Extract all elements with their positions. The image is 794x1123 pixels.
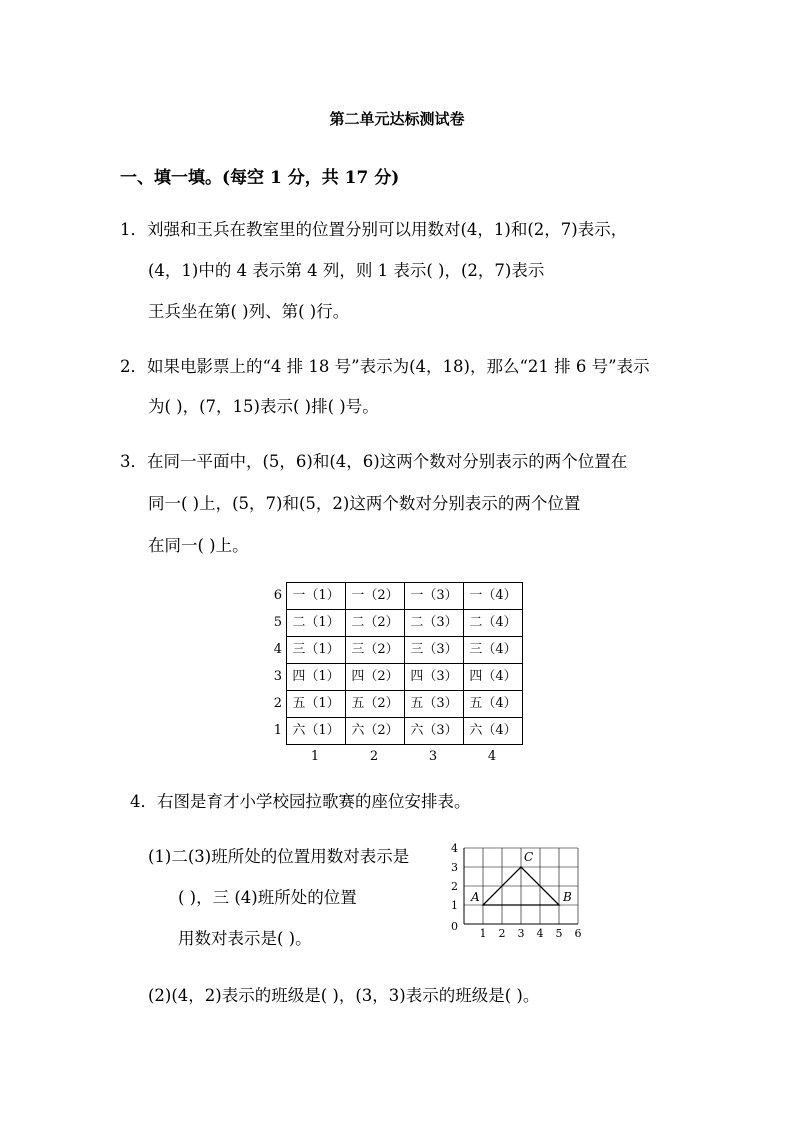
table-cell: 五（4） <box>464 691 523 718</box>
row-label: 6 <box>273 588 282 603</box>
q2-line2: 为( )，(7，15)表示( )排( )号。 <box>148 397 379 416</box>
table-cell: 二（2） <box>346 610 405 637</box>
page-title: 第二单元达标测试卷 <box>329 110 465 128</box>
row-label: 5 <box>273 615 282 630</box>
table-cell: 四（1） <box>287 664 346 691</box>
table-row <box>287 718 523 745</box>
x-tick-label: 3 <box>517 927 525 940</box>
y-tick-label: 3 <box>451 861 458 874</box>
table-cell: 四（3） <box>405 664 464 691</box>
q3-line3: 在同一( )上。 <box>148 536 249 555</box>
table-cell: 六（3） <box>405 718 464 745</box>
table-cell: 一（2） <box>346 583 405 610</box>
table-cell: 二（4） <box>464 610 523 637</box>
row-label: 2 <box>273 696 282 711</box>
q4-part1-line1: (1)二(3)班所处的位置用数对表示是 <box>148 847 410 866</box>
row-label: 1 <box>273 723 282 738</box>
table-cell: 三（4） <box>464 637 523 664</box>
table-row <box>287 583 523 610</box>
table-cell: 六（2） <box>346 718 405 745</box>
seat-table <box>286 582 523 745</box>
col-label: 2 <box>369 749 379 764</box>
col-label: 3 <box>428 749 438 764</box>
table-cell: 五（2） <box>346 691 405 718</box>
table-cell: 三（1） <box>287 637 346 664</box>
origin-label: 0 <box>451 920 458 933</box>
table-row <box>287 664 523 691</box>
x-tick-label: 6 <box>574 927 582 940</box>
q3-line2: 同一( )上，(5，7)和(5，2)这两个数对分别表示的两个位置 <box>148 494 581 513</box>
table-cell: 六（1） <box>287 718 346 745</box>
table-cell: 一（4） <box>464 583 523 610</box>
table-cell: 二（3） <box>405 610 464 637</box>
q1-line3: 王兵坐在第( )列、第( )行。 <box>148 302 350 321</box>
q1-line1: 1．刘强和王兵在教室里的位置分别可以用数对(4，1)和(2，7)表示， <box>120 220 628 239</box>
q4-part1-line3: 用数对表示是( )。 <box>178 929 312 948</box>
col-label: 1 <box>310 749 320 764</box>
table-cell: 五（1） <box>287 691 346 718</box>
q4-intro: 4．右图是育才小学校园拉歌赛的座位安排表。 <box>130 792 471 811</box>
q4-part1-line2: ( )，三 (4)班所处的位置 <box>178 888 357 907</box>
table-cell: 一（1） <box>287 583 346 610</box>
table-cell: 三（2） <box>346 637 405 664</box>
table-row <box>287 610 523 637</box>
y-tick-label: 1 <box>451 899 458 912</box>
table-cell: 四（4） <box>464 664 523 691</box>
vertex-label: A <box>471 890 480 904</box>
x-tick-label: 4 <box>536 927 544 940</box>
vertex-label: C <box>524 850 534 864</box>
x-tick-label: 2 <box>498 927 506 940</box>
row-label: 3 <box>273 669 282 684</box>
x-tick-label: 5 <box>555 927 563 940</box>
y-tick-label: 2 <box>451 880 458 893</box>
table-cell: 四（2） <box>346 664 405 691</box>
coordinate-grid-figure <box>440 838 620 948</box>
row-label: 4 <box>273 642 282 657</box>
table-row <box>287 637 523 664</box>
q1-line2: (4，1)中的 4 表示第 4 列，则 1 表示( )，(2，7)表示 <box>148 261 545 280</box>
col-label: 4 <box>487 749 497 764</box>
q2-line1: 2．如果电影票上的“4 排 18 号”表示为(4，18)，那么“21 排 6 号”表示 <box>120 357 650 376</box>
vertex-label: B <box>563 890 572 904</box>
x-tick-label: 1 <box>479 927 487 940</box>
q4-part2-line1: (2)(4，2)表示的班级是( )，(3，3)表示的班级是( )。 <box>148 986 540 1005</box>
table-row <box>287 691 523 718</box>
table-cell: 三（3） <box>405 637 464 664</box>
table-cell: 一（3） <box>405 583 464 610</box>
grid-lines <box>464 848 578 924</box>
table-cell: 五（3） <box>405 691 464 718</box>
section-heading: 一、填一填。(每空 1 分，共 17 分) <box>120 168 400 188</box>
y-tick-label: 4 <box>451 842 458 855</box>
q3-line1: 3．在同一平面中，(5，6)和(4，6)这两个数对分别表示的两个位置在 <box>120 452 628 471</box>
table-cell: 六（4） <box>464 718 523 745</box>
table-cell: 二（1） <box>287 610 346 637</box>
